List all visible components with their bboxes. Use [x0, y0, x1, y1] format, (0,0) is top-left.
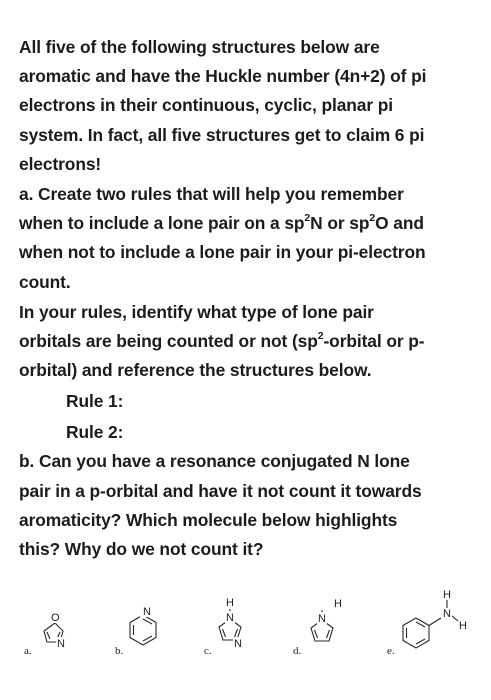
- part-a-line: count.: [19, 271, 71, 292]
- atom-oxygen: O: [51, 612, 60, 624]
- atom-hydrogen: H: [226, 597, 234, 609]
- part-a-paragraph: [19, 180, 479, 297]
- structure-label-b: b.: [115, 645, 124, 657]
- intro-line: aromatic and have the Huckle number (4n+2) of pi: [19, 66, 427, 87]
- atom-nitrogen: N: [226, 612, 234, 624]
- atom-hydrogen: H: [459, 620, 467, 632]
- text-segment: orbitals are being counted or not (sp: [19, 331, 318, 352]
- part-b-line: pair in a p-orbital and have it not count it towards: [19, 480, 422, 501]
- text-segment: O and: [375, 213, 424, 234]
- rules-intro-paragraph: [19, 298, 479, 386]
- rule-2: Rule 2:: [66, 421, 124, 442]
- structure-e-aniline: [387, 589, 467, 657]
- structure-b-pyridine: [115, 605, 156, 657]
- superscript: 2: [304, 212, 311, 225]
- atom-nitrogen: N: [443, 608, 451, 620]
- part-a-line: [19, 209, 479, 238]
- text-segment: -orbital or p-: [323, 331, 425, 352]
- part-a-line: a. Create two rules that will help you remember: [19, 184, 404, 205]
- atom-hydrogen: H: [443, 589, 451, 601]
- structure-label-d: d.: [293, 645, 302, 657]
- text-segment: N or sp: [310, 213, 370, 234]
- atom-nitrogen: N: [57, 638, 65, 650]
- intro-line: electrons!: [19, 153, 102, 174]
- part-b-line: b. Can you have a resonance conjugated N lone: [19, 451, 410, 472]
- atom-nitrogen: N: [234, 638, 242, 650]
- atom-hydrogen: H: [334, 598, 342, 610]
- structure-d-pyrrole: [293, 598, 342, 657]
- structure-label-e: e.: [387, 645, 395, 657]
- part-b-line: this? Why do we not count it?: [19, 539, 264, 560]
- text-segment: when to include a lone pair on a sp: [19, 213, 305, 234]
- rules-intro-line: orbital) and reference the structures below.: [19, 360, 372, 381]
- intro-line: All five of the following structures below are: [19, 37, 380, 57]
- rules-intro-line: [19, 327, 479, 356]
- structure-label-c: c.: [204, 645, 212, 657]
- intro-line: electrons in their continuous, cyclic, planar pi: [19, 95, 394, 116]
- rule-1: Rule 1:: [66, 391, 124, 412]
- atom-nitrogen: N: [318, 613, 326, 625]
- superscript: 2: [369, 212, 376, 225]
- structure-a-oxazole: [24, 611, 68, 657]
- part-a-line: when not to include a lone pair in your pi-electron: [19, 242, 426, 263]
- question-text: [19, 33, 479, 565]
- atom-nitrogen: N: [143, 606, 151, 618]
- intro-paragraph: [19, 33, 479, 179]
- structure-c-imidazole: [204, 597, 245, 657]
- part-b-line: aromaticity? Which molecule below highlights: [19, 509, 398, 530]
- structure-label-a: a.: [24, 645, 32, 657]
- rules-intro-line: In your rules, identify what type of lone pair: [19, 301, 374, 322]
- intro-line: system. In fact, all five structures get to claim 6 pi: [19, 124, 425, 145]
- chemical-structures: [0, 585, 491, 665]
- superscript: 2: [317, 330, 324, 343]
- part-b-paragraph: [19, 447, 479, 564]
